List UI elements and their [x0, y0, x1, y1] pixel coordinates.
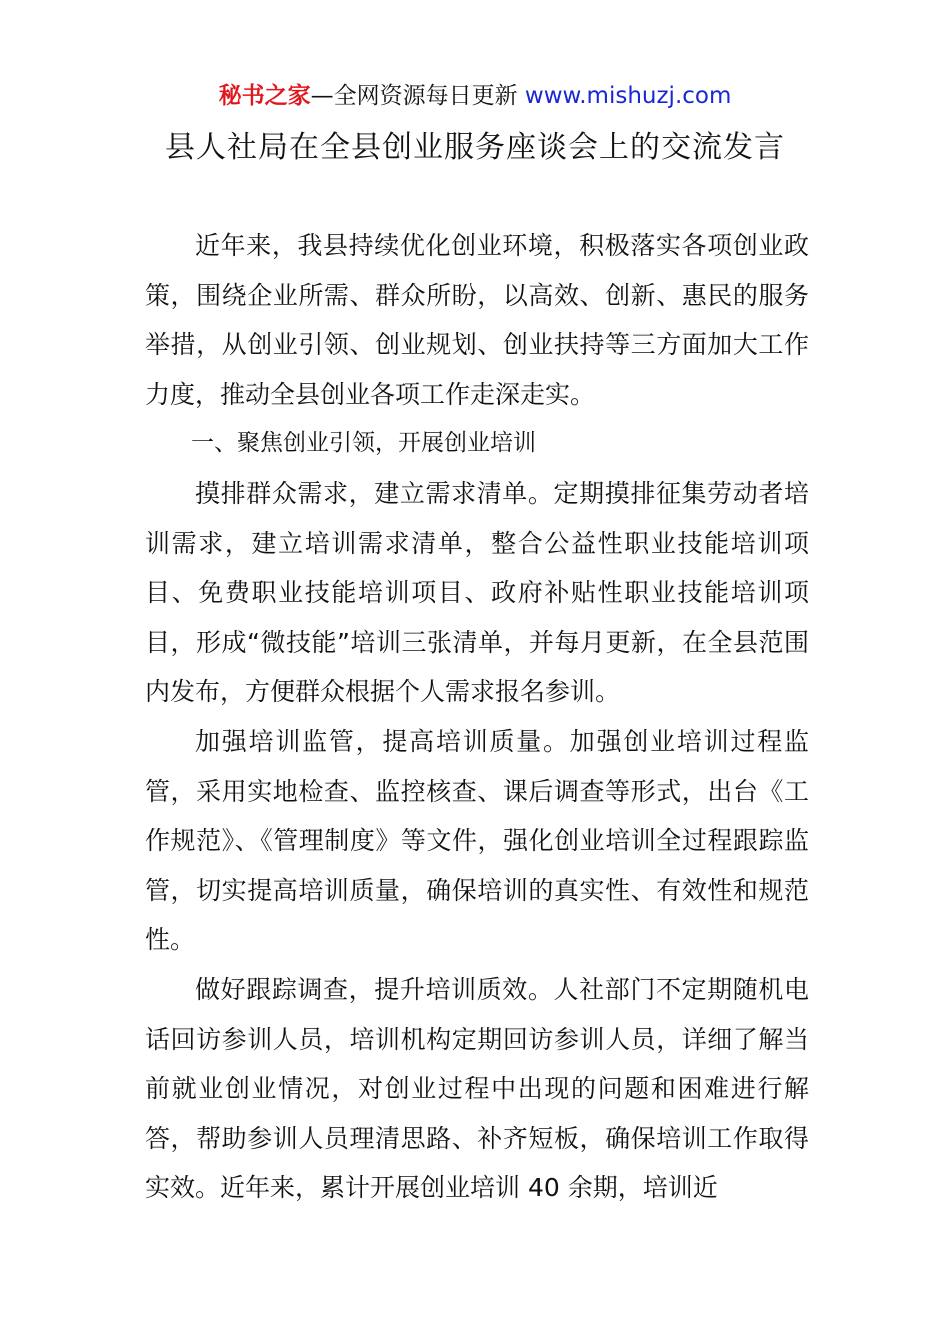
- document-title: 县人社局在全县创业服务座谈会上的交流发言: [165, 130, 785, 165]
- site-tagline: —全网资源每日更新: [310, 83, 525, 109]
- site-brand: 秘书之家: [218, 83, 311, 109]
- paragraph-follow-up: 做好跟踪调查，提升培训质效。人社部门不定期随机电话回访参训人员，培训机构定期回访参训人员，详细了解当前就业创业情况，对创业过程中出现的问题和困难进行解答，帮助参训人员理清思路、补齐短板，确保培训工作取得实效。近年来，累计开展创业培训 40 余期，培训近: [145, 974, 809, 1203]
- document-body: [145, 221, 809, 1213]
- site-url[interactable]: www.mishuzj.com: [524, 83, 732, 109]
- section-heading-1: 一、聚焦创业引领，开展创业培训: [191, 430, 536, 457]
- paragraph-needs-survey: 摸排群众需求，建立需求清单。定期摸排征集劳动者培训需求，建立培训需求清单，整合公益性职业技能培训项目、免费职业技能培训项目、政府补贴性职业技能培训项目，形成“微技能”培训三张清单，并每月更新，在全县范围内发布，方便群众根据个人需求报名参训。: [145, 478, 809, 707]
- paragraph-training-supervision: 加强培训监管，提高培训质量。加强创业培训过程监管，采用实地检查、监控核查、课后调查等形式，出台《工作规范》、《管理制度》等文件，强化创业培训全过程跟踪监管，切实提高培训质量，确保培训的真实性、有效性和规范性。: [145, 726, 809, 955]
- paragraph-intro: 近年来，我县持续优化创业环境，积极落实各项创业政策，围绕企业所需、群众所盼，以高效、创新、惠民的服务举措，从创业引领、创业规划、创业扶持等三方面加大工作力度，推动全县创业各项工作走深走实。: [145, 231, 809, 409]
- site-header: [0, 80, 950, 112]
